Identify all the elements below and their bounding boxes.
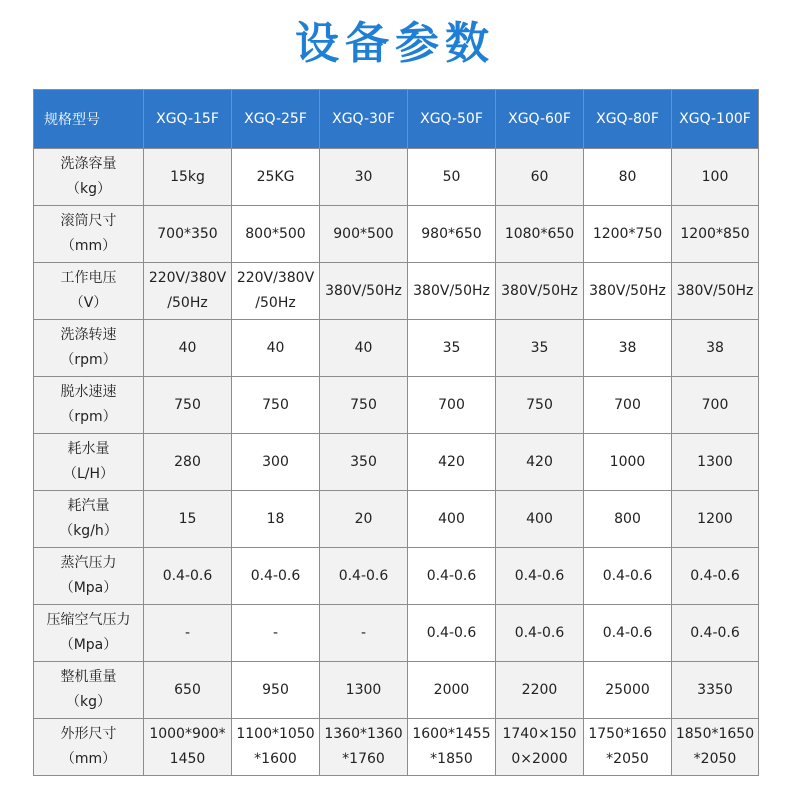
table-cell	[232, 491, 320, 548]
cell-value: 15	[178, 510, 197, 527]
cell-value: 0.4-0.6	[514, 567, 565, 584]
cell-value: 0.4-0.6	[426, 624, 477, 641]
row-label-line: （kg）	[66, 694, 111, 710]
table-cell	[320, 320, 408, 377]
cell-value: 700	[614, 396, 641, 413]
cell-value: -	[272, 624, 279, 641]
cell-value: 1750*1650	[588, 726, 667, 742]
cell-value: 380V/50Hz	[676, 282, 754, 299]
table-cell	[144, 548, 232, 605]
cell-value: 800*500	[245, 225, 306, 242]
cell-value: 35	[530, 339, 549, 356]
table-cell	[672, 662, 759, 719]
cell-value: 38	[618, 339, 637, 356]
row-label-line: 洗涤转速	[60, 327, 117, 343]
page-title: 设备参数	[295, 18, 495, 69]
row-label-line: 压缩空气压力	[46, 612, 131, 628]
table-cell	[408, 377, 496, 434]
table-cell	[232, 206, 320, 263]
cell-value: 350	[350, 453, 377, 470]
row-label-line: 耗水量	[67, 441, 110, 457]
table-cell	[320, 206, 408, 263]
cell-value: 1600*1455	[412, 726, 491, 742]
table-cell	[584, 719, 672, 776]
cell-value: 40	[178, 339, 197, 356]
cell-value: *2050	[693, 751, 737, 767]
row-label	[34, 605, 144, 662]
cell-value: 420	[438, 453, 465, 470]
table-cell	[320, 491, 408, 548]
table-row	[34, 206, 759, 263]
cell-value: 40	[266, 339, 285, 356]
row-label-line: （Mpa）	[59, 580, 118, 596]
table-cell	[496, 206, 584, 263]
row-label-line: 整机重量	[60, 669, 117, 685]
table-row	[34, 605, 759, 662]
table-cell	[672, 149, 759, 206]
row-label	[34, 263, 144, 320]
table-cell	[144, 434, 232, 491]
table-cell	[496, 605, 584, 662]
cell-value: -	[360, 624, 367, 641]
row-label	[34, 149, 144, 206]
cell-value: 700	[438, 396, 465, 413]
table-cell	[408, 662, 496, 719]
table-cell	[408, 263, 496, 320]
cell-value: 800	[614, 510, 641, 527]
table-cell	[672, 548, 759, 605]
table-row	[34, 320, 759, 377]
row-label	[34, 434, 144, 491]
table-cell	[320, 149, 408, 206]
cell-value: 0.4-0.6	[602, 624, 653, 641]
cell-value: 750	[174, 396, 201, 413]
table-cell	[144, 263, 232, 320]
cell-value: 0.4-0.6	[426, 567, 477, 584]
cell-value: 0.4-0.6	[602, 567, 653, 584]
row-label	[34, 206, 144, 263]
cell-value: 0.4-0.6	[162, 567, 213, 584]
cell-value: 650	[174, 681, 201, 698]
table-cell	[144, 491, 232, 548]
cell-value: *2050	[606, 751, 649, 767]
cell-value: 1200	[697, 510, 733, 527]
cell-value: 1200*850	[680, 225, 750, 242]
table-cell	[672, 263, 759, 320]
header-cell: 规格型号	[34, 90, 144, 149]
header-cell: XGQ-25F	[232, 90, 320, 149]
cell-value: 380V/50Hz	[501, 282, 578, 299]
table-cell	[408, 206, 496, 263]
row-label-line: 外形尺寸	[60, 726, 117, 742]
cell-value: 1360*1360	[324, 726, 403, 742]
row-label-line: 滚筒尺寸	[60, 213, 117, 229]
table-cell	[408, 491, 496, 548]
table-cell	[232, 263, 320, 320]
cell-value: /50Hz	[255, 295, 296, 311]
table-cell	[144, 149, 232, 206]
table-cell	[320, 434, 408, 491]
header-cell: XGQ-100F	[672, 90, 759, 149]
cell-value: 750	[262, 396, 289, 413]
cell-value: 950	[262, 681, 289, 698]
table-cell	[144, 377, 232, 434]
cell-value: 1740×150	[502, 726, 577, 742]
cell-value: 700*350	[157, 225, 218, 242]
spec-table	[33, 89, 759, 776]
row-label-line: （L/H）	[62, 466, 115, 482]
table-cell	[320, 377, 408, 434]
table-cell	[496, 377, 584, 434]
cell-value: 400	[438, 510, 465, 527]
cell-value: 300	[262, 453, 289, 470]
table-cell	[232, 434, 320, 491]
row-label-line: （V）	[69, 295, 108, 311]
spec-body	[34, 149, 759, 776]
cell-value: 1200*750	[592, 225, 663, 242]
cell-value: 1080*650	[504, 225, 575, 242]
cell-value: 20	[354, 510, 373, 527]
header-row	[34, 90, 759, 149]
cell-value: 280	[174, 453, 201, 470]
cell-value: 400	[526, 510, 553, 527]
table-cell	[584, 662, 672, 719]
table-cell	[144, 662, 232, 719]
cell-value: 0×2000	[511, 751, 568, 767]
row-label	[34, 548, 144, 605]
table-cell	[672, 491, 759, 548]
table-cell	[144, 320, 232, 377]
cell-value: *1760	[342, 751, 385, 767]
cell-value: 980*650	[421, 225, 482, 242]
row-label	[34, 719, 144, 776]
cell-value: 50	[442, 168, 461, 185]
row-label-line: （mm）	[60, 751, 117, 767]
table-cell	[320, 605, 408, 662]
cell-value: 380V/50Hz	[325, 282, 402, 299]
table-cell	[232, 149, 320, 206]
row-label-line: 脱水速速	[60, 384, 117, 400]
table-cell	[408, 719, 496, 776]
table-cell	[408, 434, 496, 491]
table-cell	[320, 662, 408, 719]
cell-value: 700	[701, 396, 729, 413]
table-cell	[584, 149, 672, 206]
table-row	[34, 491, 759, 548]
table-cell	[584, 377, 672, 434]
row-label-line: 蒸汽压力	[60, 555, 117, 571]
table-cell	[408, 320, 496, 377]
table-cell	[496, 491, 584, 548]
table-cell	[584, 605, 672, 662]
cell-value: 35	[442, 339, 461, 356]
table-cell	[584, 320, 672, 377]
cell-value: 15kg	[170, 168, 205, 185]
cell-value: 1000	[609, 453, 646, 470]
table-cell	[408, 605, 496, 662]
cell-value: 1300	[697, 453, 733, 470]
table-row	[34, 719, 759, 776]
cell-value: 30	[354, 168, 373, 185]
cell-value: 100	[701, 168, 729, 185]
cell-value: *1600	[254, 751, 297, 767]
table-cell	[496, 320, 584, 377]
table-cell	[408, 149, 496, 206]
cell-value: 900*500	[333, 225, 394, 242]
header-cell: XGQ-15F	[144, 90, 232, 149]
cell-value: 380V/50Hz	[413, 282, 490, 299]
header-cell: XGQ-50F	[408, 90, 496, 149]
table-cell	[232, 548, 320, 605]
row-label-line: （mm）	[60, 238, 117, 254]
cell-value: 2000	[433, 681, 470, 698]
cell-value: 1300	[345, 681, 382, 698]
table-cell	[408, 548, 496, 605]
row-label-line: （kg）	[66, 181, 111, 197]
table-cell	[496, 263, 584, 320]
row-label	[34, 377, 144, 434]
table-cell	[672, 320, 759, 377]
cell-value: 18	[266, 510, 285, 527]
row-label-line: 耗汽量	[67, 498, 110, 514]
table-cell	[584, 491, 672, 548]
table-cell	[232, 719, 320, 776]
row-label	[34, 320, 144, 377]
table-cell	[232, 662, 320, 719]
cell-value: 40	[354, 339, 373, 356]
table-cell	[496, 662, 584, 719]
table-cell	[320, 263, 408, 320]
table-cell	[672, 434, 759, 491]
table-cell	[672, 377, 759, 434]
table-cell	[584, 434, 672, 491]
table-cell	[496, 149, 584, 206]
cell-value: 25000	[605, 681, 650, 698]
table-cell	[144, 605, 232, 662]
cell-value: 1000*900*	[149, 726, 226, 742]
cell-value: 0.4-0.6	[514, 624, 565, 641]
table-cell	[320, 548, 408, 605]
table-row	[34, 263, 759, 320]
table-cell	[584, 548, 672, 605]
table-cell	[496, 548, 584, 605]
cell-value: 380V/50Hz	[589, 282, 666, 299]
table-row	[34, 434, 759, 491]
table-cell	[232, 377, 320, 434]
table-cell	[232, 320, 320, 377]
table-cell	[144, 719, 232, 776]
cell-value: 0.4-0.6	[338, 567, 389, 584]
table-cell	[672, 206, 759, 263]
cell-value: 420	[526, 453, 553, 470]
row-label-line: 工作电压	[60, 270, 117, 286]
table-cell	[496, 434, 584, 491]
header-cell: XGQ-60F	[496, 90, 584, 149]
row-label-line: （kg/h）	[59, 523, 118, 539]
row-label	[34, 491, 144, 548]
table-cell	[584, 206, 672, 263]
header-cell: XGQ-30F	[320, 90, 408, 149]
table-row	[34, 548, 759, 605]
cell-value: 1100*1050	[236, 726, 315, 742]
table-cell	[232, 605, 320, 662]
cell-value: 80	[618, 168, 637, 185]
table-cell	[496, 719, 584, 776]
cell-value: 220V/380V	[148, 270, 227, 286]
cell-value: 3350	[697, 681, 733, 698]
cell-value: 60	[530, 168, 549, 185]
cell-value: /50Hz	[167, 295, 208, 311]
cell-value: *1850	[430, 751, 473, 767]
table-cell	[584, 263, 672, 320]
table-cell	[320, 719, 408, 776]
cell-value: 2200	[521, 681, 558, 698]
table-cell	[672, 719, 759, 776]
table-cell	[144, 206, 232, 263]
cell-value: 38	[706, 339, 724, 356]
table-cell	[672, 605, 759, 662]
row-label-line: （Mpa）	[59, 637, 118, 653]
row-label-line: （rpm）	[60, 409, 117, 425]
cell-value: 750	[350, 396, 377, 413]
row-label-line: （rpm）	[60, 352, 117, 368]
cell-value: 0.4-0.6	[690, 567, 740, 584]
cell-value: -	[184, 624, 191, 641]
table-row	[34, 662, 759, 719]
cell-value: 220V/380V	[236, 270, 315, 286]
cell-value: 25KG	[256, 168, 295, 185]
table-row	[34, 377, 759, 434]
cell-value: 1450	[169, 751, 206, 767]
cell-value: 0.4-0.6	[690, 624, 740, 641]
cell-value: 0.4-0.6	[250, 567, 301, 584]
row-label	[34, 662, 144, 719]
table-row	[34, 149, 759, 206]
cell-value: 750	[526, 396, 553, 413]
header-cell: XGQ-80F	[584, 90, 672, 149]
cell-value: 1850*1650	[675, 726, 755, 742]
row-label-line: 洗涤容量	[60, 156, 117, 172]
